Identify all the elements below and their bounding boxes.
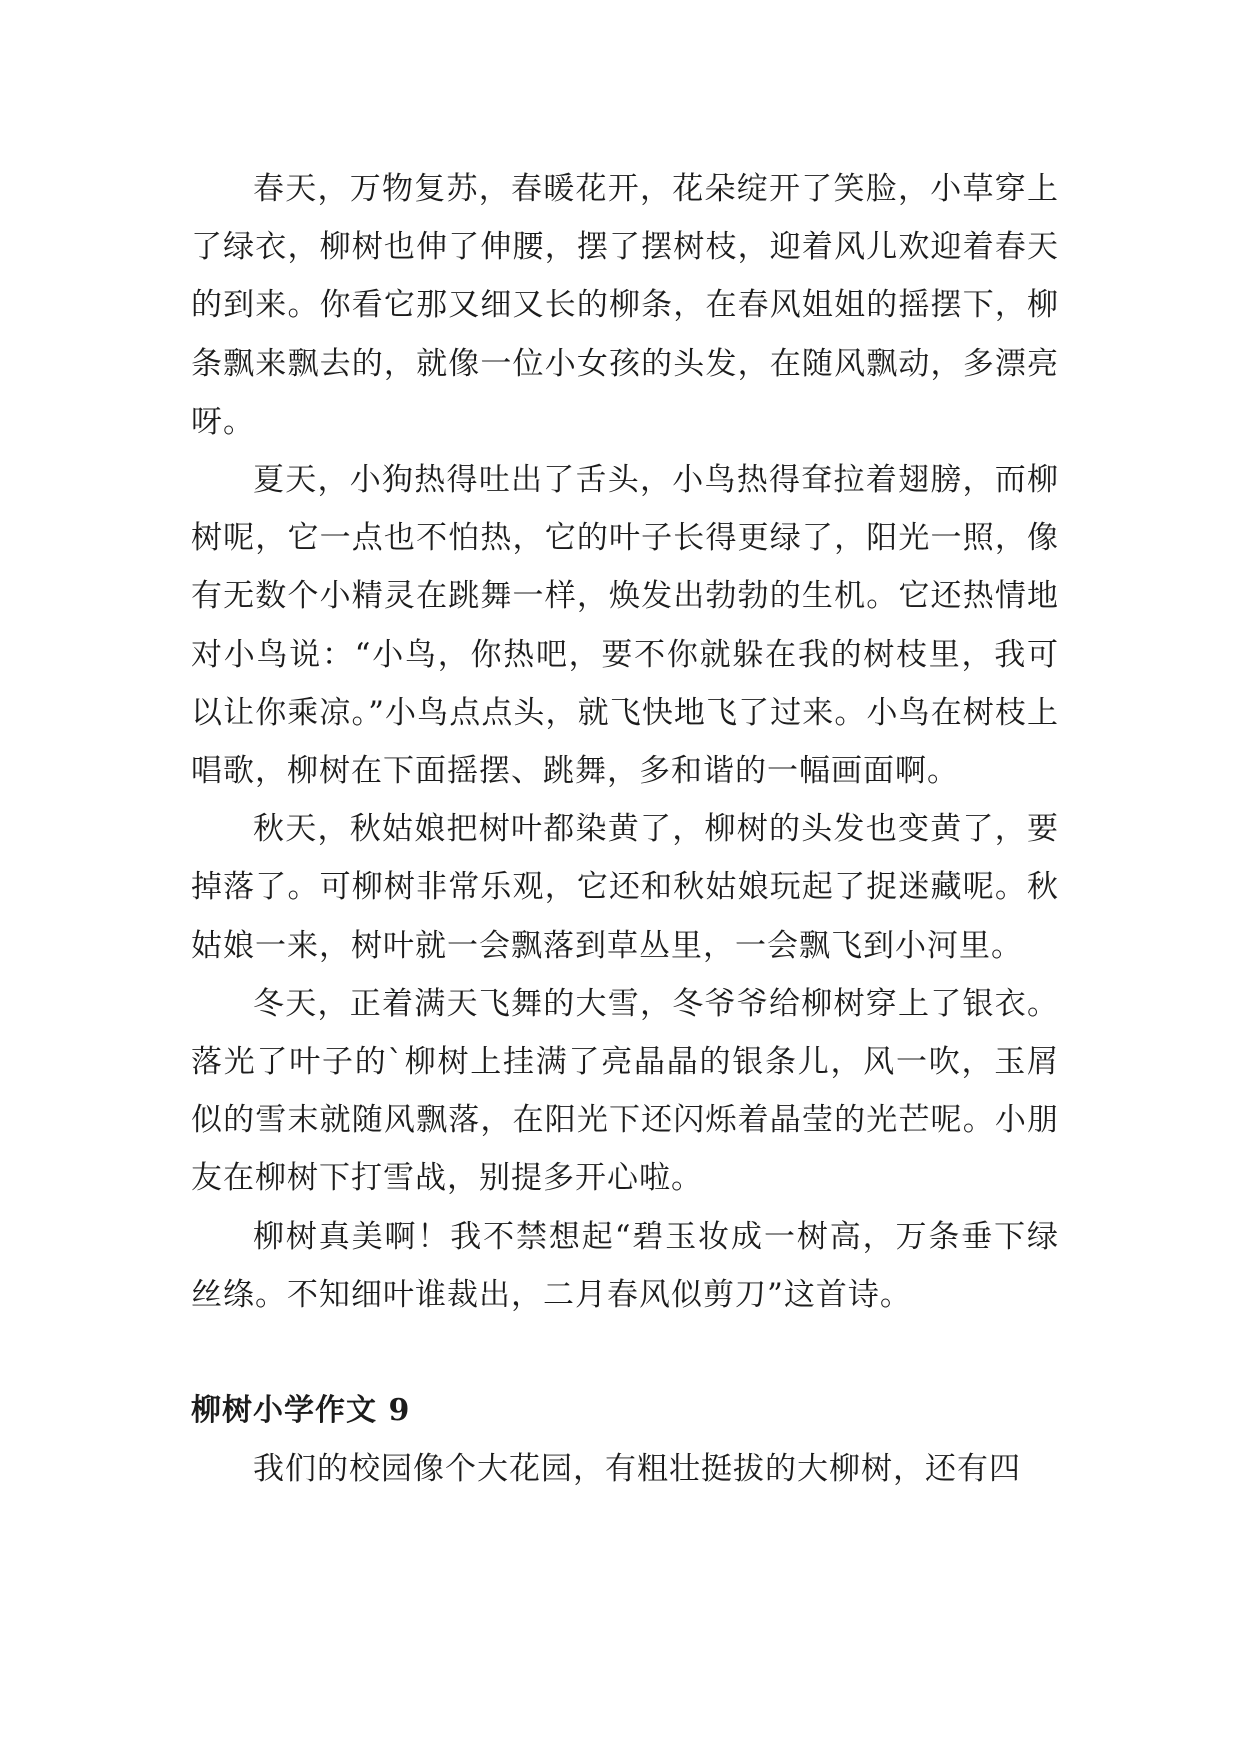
paragraph-section-opening: 我们的校园像个大花园，有粗壮挺拔的大柳树，还有四 (253, 1451, 1021, 1488)
paragraph-autumn: 秋天，秋姑娘把树叶都染黄了，柳树的头发也变黄了，要掉落了。可柳树非常乐观，它还和秋姑娘玩起了捉迷藏呢。秋姑娘一来，树叶就一会飘落到草丛里，一会飘飞到小河里。 (191, 811, 1059, 964)
document-body (191, 160, 1059, 1498)
paragraph-spring: 春天，万物复苏，春暖花开，花朵绽开了笑脸，小草穿上了绿衣，柳树也伸了伸腰，摆了摆树枝，迎着风儿欢迎着春天的到来。你看它那又细又长的柳条，在春风姐姐的摇摆下，柳条飘来飘去的，就像一位小女孩的头发，在随风飘动，多漂亮呀。 (191, 171, 1059, 440)
paragraph-winter: 冬天，正着满天飞舞的大雪，冬爷爷给柳树穿上了银衣。落光了叶子的`柳树上挂满了亮晶晶的银条儿，风一吹，玉屑似的雪末就随风飘落，在阳光下还闪烁着晶莹的光芒呢。小朋友在柳树下打雪战，别提多开心啦。 (191, 985, 1059, 1197)
paragraph-summer: 夏天，小狗热得吐出了舌头，小鸟热得耷拉着翅膀，而柳树呢，它一点也不怕热，它的叶子长得更绿了，阳光一照，像有无数个小精灵在跳舞一样，焕发出勃勃的生机。它还热情地对小鸟说：“小鸟，你热吧，要不你就躲在我的树枝里，我可以让你乘凉。”小鸟点点头，就飞快地飞了过来。小鸟在树枝上唱歌，柳树在下面摇摆、跳舞，多和谐的一幅画面啊。 (191, 462, 1059, 790)
section-title: 柳树小学作文 9 (191, 1393, 411, 1429)
paragraph-conclusion: 柳树真美啊！我不禁想起“碧玉妆成一树高，万条垂下绿丝绦。不知细叶谁裁出，二月春风似剪刀”这首诗。 (191, 1218, 1059, 1313)
